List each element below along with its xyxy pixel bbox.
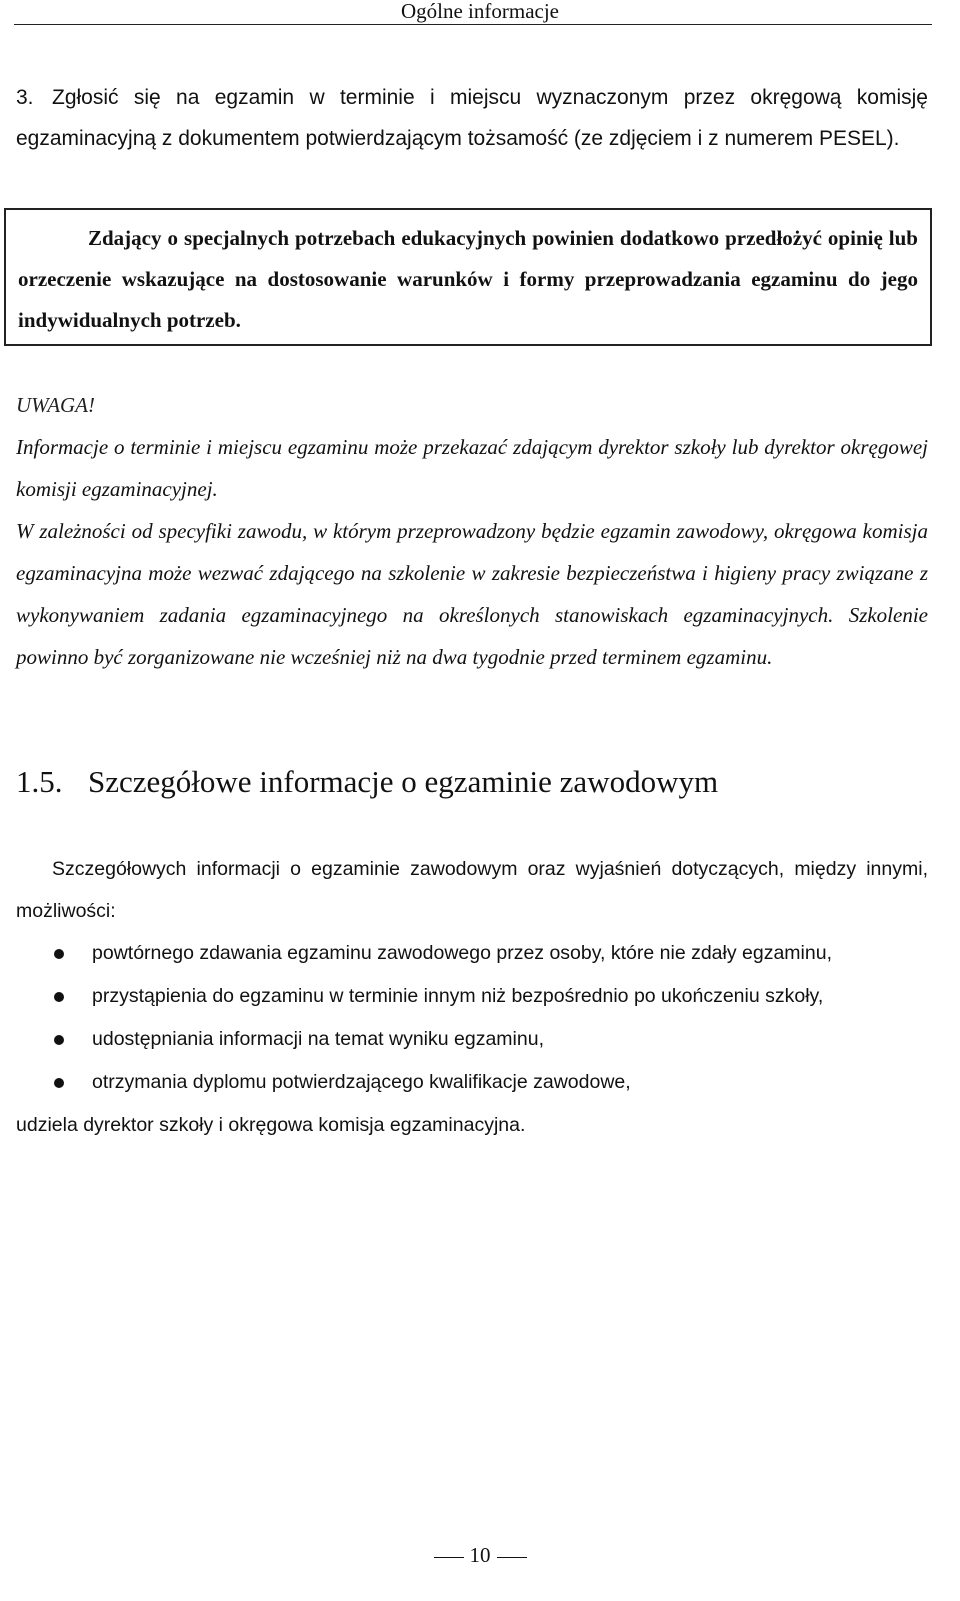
- page-footer: [0, 1540, 960, 1570]
- list-item-text: otrzymania dyplomu potwierdzającego kwalifikacje zawodowe,: [92, 1071, 631, 1093]
- section-title: Szczegółowe informacje o egzaminie zawodowym: [88, 764, 719, 799]
- bullet-icon: [54, 1035, 64, 1045]
- header-rule: [14, 24, 932, 25]
- bullet-list: [16, 932, 928, 1104]
- running-header: [0, 0, 960, 24]
- closing-text: udziela dyrektor szkoły i okręgowa komisja egzaminacyjna.: [16, 1114, 526, 1136]
- list-item-text: przystąpienia do egzaminu w terminie innym niż bezpośrednio po ukończeniu szkoły,: [92, 985, 824, 1007]
- page-number: 10: [469, 1543, 491, 1567]
- note-block: [16, 384, 928, 678]
- notice-box-text: Zdający o specjalnych potrzebach edukacyjnych powinien dodatkowo przedłożyć opinię lub orzeczenie wskazujące na dostosowanie warunków i formy przeprowadzania egzaminu do jego indywidualnych potrzeb.: [18, 226, 918, 332]
- bullet-icon: [54, 1078, 64, 1088]
- numbered-item-text: Zgłosić się na egzamin w terminie i miejscu wyznaczonym przez okręgową komisję egzaminacyjną z dokumentem potwierdzającym tożsamość (ze zdjęciem i z numerem PESEL).: [16, 86, 928, 150]
- numbered-item: [16, 77, 928, 159]
- section-heading: [16, 760, 928, 804]
- list-item: [16, 932, 928, 975]
- footer-dash-right: [497, 1557, 527, 1558]
- note-paragraph-1: Informacje o terminie i miejscu egzaminu może przekazać zdającym dyrektor szkoły lub dyrektor okręgowej komisji egzaminacyjnej.: [16, 435, 928, 501]
- intro-text: Szczegółowych informacji o egzaminie zawodowym oraz wyjaśnień dotyczących, między innymi, możliwości:: [16, 858, 928, 922]
- list-item: [16, 1018, 928, 1061]
- list-item: [16, 1061, 928, 1104]
- intro-paragraph: [16, 848, 928, 932]
- section-number: 1.5.: [16, 764, 63, 799]
- footer-dash-left: [434, 1557, 464, 1558]
- closing-paragraph: [16, 1104, 928, 1146]
- numbered-item-number: 3.: [16, 86, 34, 109]
- notice-box: [4, 208, 932, 346]
- bullet-icon: [54, 949, 64, 959]
- list-item-text: powtórnego zdawania egzaminu zawodowego przez osoby, które nie zdały egzaminu,: [92, 942, 832, 964]
- note-paragraph-2: W zależności od specyfiki zawodu, w którym przeprowadzony będzie egzamin zawodowy, okręgowa komisja egzaminacyjna może wezwać zdającego na szkolenie w zakresie bezpieczeństwa i higieny pracy związane z wykonywaniem zadania egzaminacyjnego na określonych stanowiskach egzaminacyjnych. Szkolenie powinno być zorganizowane nie wcześniej niż na dwa tygodnie przed terminem egzaminu.: [16, 519, 928, 669]
- list-item: [16, 975, 928, 1018]
- list-item-text: udostępniania informacji na temat wyniku egzaminu,: [92, 1028, 544, 1050]
- running-header-title: Ogólne informacje: [400, 0, 560, 23]
- bullet-icon: [54, 992, 64, 1002]
- note-label: UWAGA!: [16, 393, 96, 417]
